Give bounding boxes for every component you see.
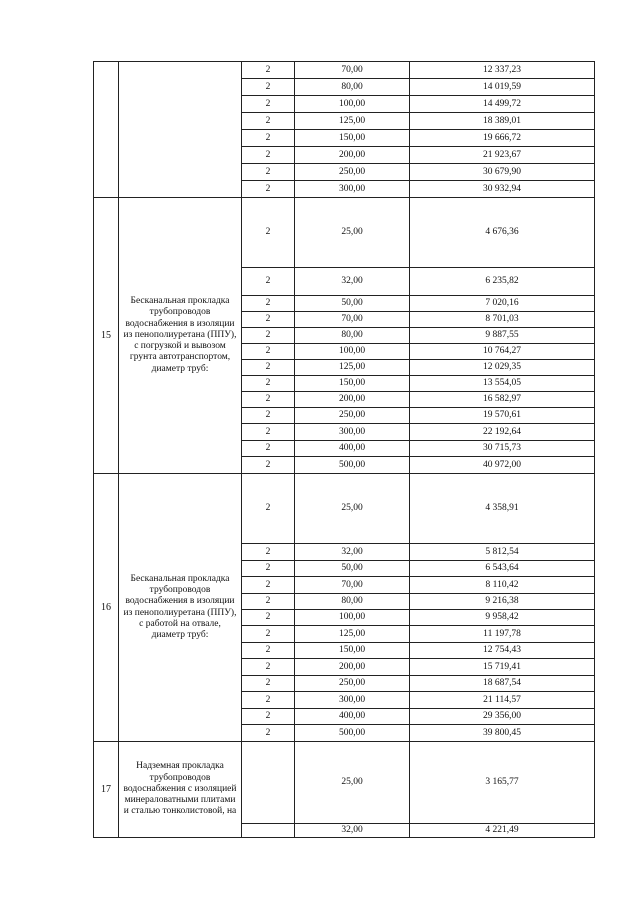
qty-cell: 2 (242, 328, 295, 344)
diameter-cell: 70,00 (295, 62, 410, 79)
price-cell: 12 029,35 (410, 360, 595, 376)
price-cell: 30 932,94 (410, 181, 595, 198)
diameter-cell: 200,00 (295, 659, 410, 676)
price-cell: 3 165,77 (410, 742, 595, 824)
diameter-cell: 70,00 (295, 312, 410, 328)
qty-cell: 2 (242, 268, 295, 296)
price-cell: 11 197,78 (410, 626, 595, 643)
diameter-cell: 150,00 (295, 130, 410, 147)
diameter-cell: 25,00 (295, 742, 410, 824)
price-cell: 10 764,27 (410, 344, 595, 360)
diameter-cell: 300,00 (295, 424, 410, 441)
price-cell: 15 719,41 (410, 659, 595, 676)
price-cell: 18 389,01 (410, 113, 595, 130)
group-number-cell (94, 62, 119, 198)
group-number-cell: 17 (94, 742, 119, 838)
qty-cell (242, 742, 295, 824)
price-cell: 12 337,23 (410, 62, 595, 79)
qty-cell: 2 (242, 344, 295, 360)
price-cell: 9 887,55 (410, 328, 595, 344)
price-cell: 29 356,00 (410, 709, 595, 725)
price-cell: 6 543,64 (410, 561, 595, 577)
diameter-cell: 70,00 (295, 577, 410, 594)
group-description-cell: Надземная прокладка трубопроводов водоснабжения с изоляцией минераловатными плитами и сталью тонколистовой, на (119, 742, 242, 838)
price-cell: 6 235,82 (410, 268, 595, 296)
diameter-cell: 25,00 (295, 198, 410, 268)
price-cell: 12 754,43 (410, 643, 595, 659)
price-cell: 40 972,00 (410, 457, 595, 474)
group-description-cell: Бесканальная прокладка трубопроводов водоснабжения в изоляции из пенополиуретана (ППУ), с погрузкой и вывозом грунта автотранспортом, диаметр труб: (119, 198, 242, 474)
diameter-cell: 50,00 (295, 561, 410, 577)
qty-cell: 2 (242, 643, 295, 659)
qty-cell: 2 (242, 408, 295, 424)
price-cell: 8 110,42 (410, 577, 595, 594)
diameter-cell: 200,00 (295, 392, 410, 408)
qty-cell: 2 (242, 79, 295, 96)
group-number-cell: 15 (94, 198, 119, 474)
diameter-cell: 100,00 (295, 96, 410, 113)
price-table (93, 61, 595, 838)
qty-cell: 2 (242, 96, 295, 113)
diameter-cell: 32,00 (295, 268, 410, 296)
table-row (94, 742, 595, 824)
qty-cell: 2 (242, 113, 295, 130)
price-cell: 30 715,73 (410, 441, 595, 457)
table-row (94, 62, 595, 79)
diameter-cell: 150,00 (295, 376, 410, 392)
diameter-cell: 100,00 (295, 610, 410, 626)
diameter-cell: 200,00 (295, 147, 410, 164)
diameter-cell: 50,00 (295, 296, 410, 312)
diameter-cell: 125,00 (295, 113, 410, 130)
qty-cell: 2 (242, 561, 295, 577)
diameter-cell: 32,00 (295, 824, 410, 838)
price-cell: 13 554,05 (410, 376, 595, 392)
qty-cell: 2 (242, 709, 295, 725)
diameter-cell: 250,00 (295, 164, 410, 181)
price-cell: 30 679,90 (410, 164, 595, 181)
diameter-cell: 500,00 (295, 457, 410, 474)
price-cell: 9 216,38 (410, 594, 595, 610)
qty-cell: 2 (242, 544, 295, 561)
price-cell: 21 923,67 (410, 147, 595, 164)
diameter-cell: 400,00 (295, 709, 410, 725)
qty-cell: 2 (242, 376, 295, 392)
qty-cell: 2 (242, 296, 295, 312)
qty-cell: 2 (242, 181, 295, 198)
diameter-cell: 100,00 (295, 344, 410, 360)
diameter-cell: 125,00 (295, 360, 410, 376)
qty-cell: 2 (242, 676, 295, 692)
table-row (94, 198, 595, 268)
diameter-cell: 125,00 (295, 626, 410, 643)
diameter-cell: 300,00 (295, 692, 410, 709)
price-cell: 21 114,57 (410, 692, 595, 709)
price-cell: 4 221,49 (410, 824, 595, 838)
price-cell: 18 687,54 (410, 676, 595, 692)
group-number-cell: 16 (94, 474, 119, 742)
price-cell: 19 570,61 (410, 408, 595, 424)
qty-cell: 2 (242, 457, 295, 474)
diameter-cell: 250,00 (295, 676, 410, 692)
qty-cell: 2 (242, 424, 295, 441)
qty-cell (242, 824, 295, 838)
price-table-body (94, 62, 595, 838)
diameter-cell: 80,00 (295, 328, 410, 344)
price-cell: 5 812,54 (410, 544, 595, 561)
qty-cell: 2 (242, 626, 295, 643)
price-cell: 22 192,64 (410, 424, 595, 441)
qty-cell: 2 (242, 198, 295, 268)
diameter-cell: 400,00 (295, 441, 410, 457)
qty-cell: 2 (242, 610, 295, 626)
diameter-cell: 250,00 (295, 408, 410, 424)
price-cell: 19 666,72 (410, 130, 595, 147)
qty-cell: 2 (242, 312, 295, 328)
qty-cell: 2 (242, 392, 295, 408)
diameter-cell: 500,00 (295, 725, 410, 742)
price-cell: 8 701,03 (410, 312, 595, 328)
qty-cell: 2 (242, 577, 295, 594)
qty-cell: 2 (242, 360, 295, 376)
diameter-cell: 80,00 (295, 79, 410, 96)
diameter-cell: 32,00 (295, 544, 410, 561)
price-cell: 7 020,16 (410, 296, 595, 312)
diameter-cell: 300,00 (295, 181, 410, 198)
qty-cell: 2 (242, 594, 295, 610)
qty-cell: 2 (242, 164, 295, 181)
table-row (94, 474, 595, 544)
qty-cell: 2 (242, 62, 295, 79)
price-cell: 9 958,42 (410, 610, 595, 626)
diameter-cell: 80,00 (295, 594, 410, 610)
price-cell: 16 582,97 (410, 392, 595, 408)
group-description-cell (119, 62, 242, 198)
qty-cell: 2 (242, 147, 295, 164)
price-cell: 14 499,72 (410, 96, 595, 113)
qty-cell: 2 (242, 659, 295, 676)
diameter-cell: 25,00 (295, 474, 410, 544)
qty-cell: 2 (242, 474, 295, 544)
group-description-cell: Бесканальная прокладка трубопроводов водоснабжения в изоляции из пенополиуретана (ППУ), с работой на отвале, диаметр труб: (119, 474, 242, 742)
price-cell: 39 800,45 (410, 725, 595, 742)
qty-cell: 2 (242, 692, 295, 709)
price-cell: 4 358,91 (410, 474, 595, 544)
price-cell: 4 676,36 (410, 198, 595, 268)
diameter-cell: 150,00 (295, 643, 410, 659)
qty-cell: 2 (242, 130, 295, 147)
qty-cell: 2 (242, 441, 295, 457)
price-cell: 14 019,59 (410, 79, 595, 96)
qty-cell: 2 (242, 725, 295, 742)
